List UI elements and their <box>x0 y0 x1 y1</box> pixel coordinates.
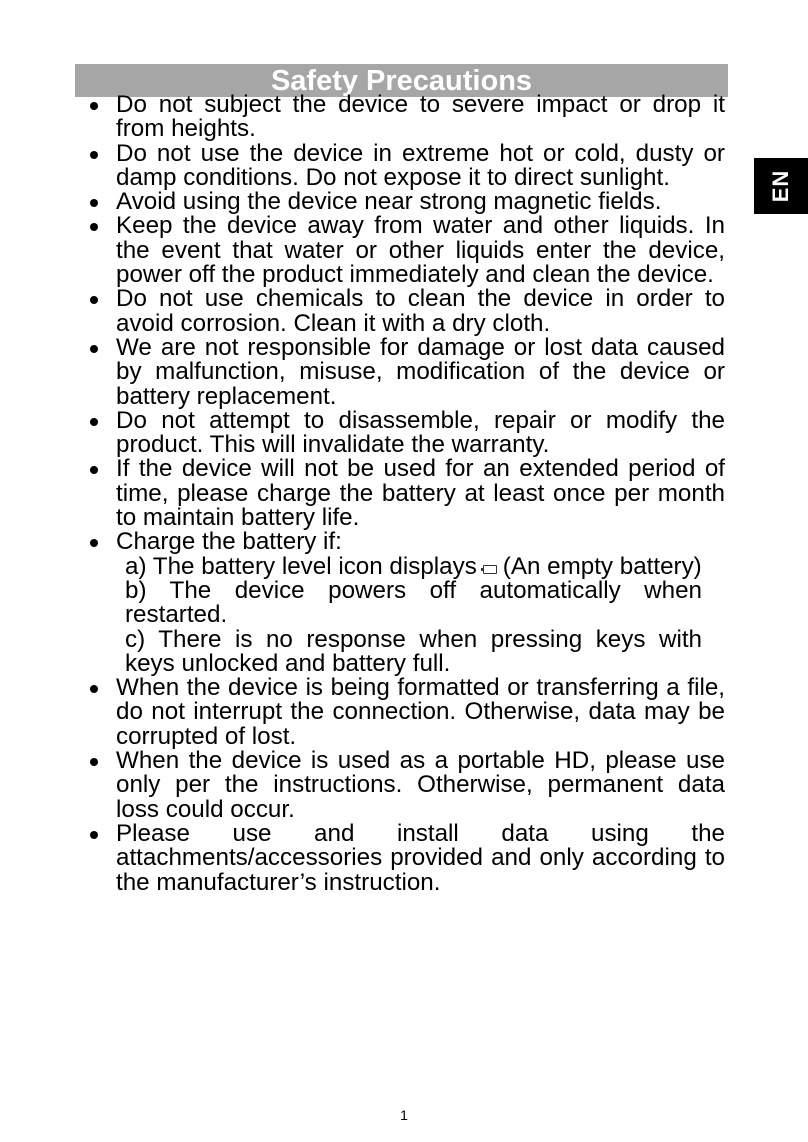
list-item-text: Avoid using the device near strong magnetic fields. <box>116 188 662 216</box>
list-item <box>88 333 725 410</box>
list-item <box>88 214 725 287</box>
bullet-icon <box>90 418 98 426</box>
list-item-text: Do not attempt to disassemble, repair or modify the product. This will invalidate the warranty. <box>116 406 725 459</box>
bullet-icon <box>90 685 98 693</box>
charge-condition-a-note: (An empty battery) <box>502 552 702 580</box>
list-item-text: When the device is used as a portable HD, please use only per the instructions. Otherwise, permanent data loss could occur. <box>116 747 725 823</box>
list-item-text: Please use and install data using the attachments/accessories provided and only according to the manufacturer’s instruction. <box>116 819 725 896</box>
list-item <box>88 190 725 214</box>
bullet-icon <box>90 831 98 839</box>
charge-condition-a-text: a) The battery level icon displays <box>125 552 477 580</box>
battery-empty-icon <box>483 565 497 574</box>
list-item-text: When the device is being formatted or transferring a file, do not interrupt the connection. Otherwise, data may be corrupted of lost. <box>116 674 725 750</box>
list-item-text: Do not use chemicals to clean the device in order to avoid corrosion. Clean it with a dry cloth. <box>116 285 725 337</box>
list-item <box>88 93 725 142</box>
list-item <box>88 749 725 822</box>
language-tab <box>754 158 808 214</box>
list-item-text: If the device will not be used for an extended period of time, please charge the battery at least once per month to maintain battery life. <box>116 455 725 532</box>
bullet-icon <box>90 296 98 304</box>
charge-conditions-list <box>116 552 725 677</box>
bullet-icon <box>90 345 98 353</box>
list-item <box>88 406 725 459</box>
bullet-icon <box>90 758 98 766</box>
charge-condition-c: c) There is no response when pressing keys with keys unlocked and battery full. <box>125 625 702 677</box>
bullet-icon <box>90 539 98 547</box>
language-tab-label: EN <box>768 169 793 203</box>
safety-precautions-list <box>88 93 725 895</box>
bullet-icon <box>90 151 98 159</box>
list-item <box>88 139 725 191</box>
page-number: 1 <box>400 1107 408 1123</box>
list-item <box>88 819 725 896</box>
list-item <box>88 676 725 749</box>
bullet-icon <box>90 466 98 474</box>
list-item-text: Charge the battery if: <box>116 528 342 556</box>
list-item-text: Do not use the device in extreme hot or cold, dusty or damp conditions. Do not expose it to direct sunlight. <box>116 139 725 191</box>
bullet-icon <box>90 102 98 110</box>
bullet-icon <box>90 223 98 231</box>
page-title: Safety Precautions <box>75 64 728 97</box>
charge-condition-b: b) The device powers off automatically when restarted. <box>125 576 702 629</box>
list-item <box>88 457 725 530</box>
list-item <box>88 287 725 336</box>
charge-condition-a <box>125 552 702 580</box>
bullet-icon <box>90 199 98 207</box>
list-item <box>88 530 725 676</box>
list-item-text: Keep the device away from water and other liquids. In the event that water or other liquids enter the device, power off the product immediately and clean the device. <box>116 212 725 289</box>
list-item-text: Do not subject the device to severe impact or drop it from heights. <box>116 91 725 143</box>
list-item-text: We are not responsible for damage or lost data caused by malfunction, misuse, modification of the device or battery replacement. <box>116 333 725 410</box>
